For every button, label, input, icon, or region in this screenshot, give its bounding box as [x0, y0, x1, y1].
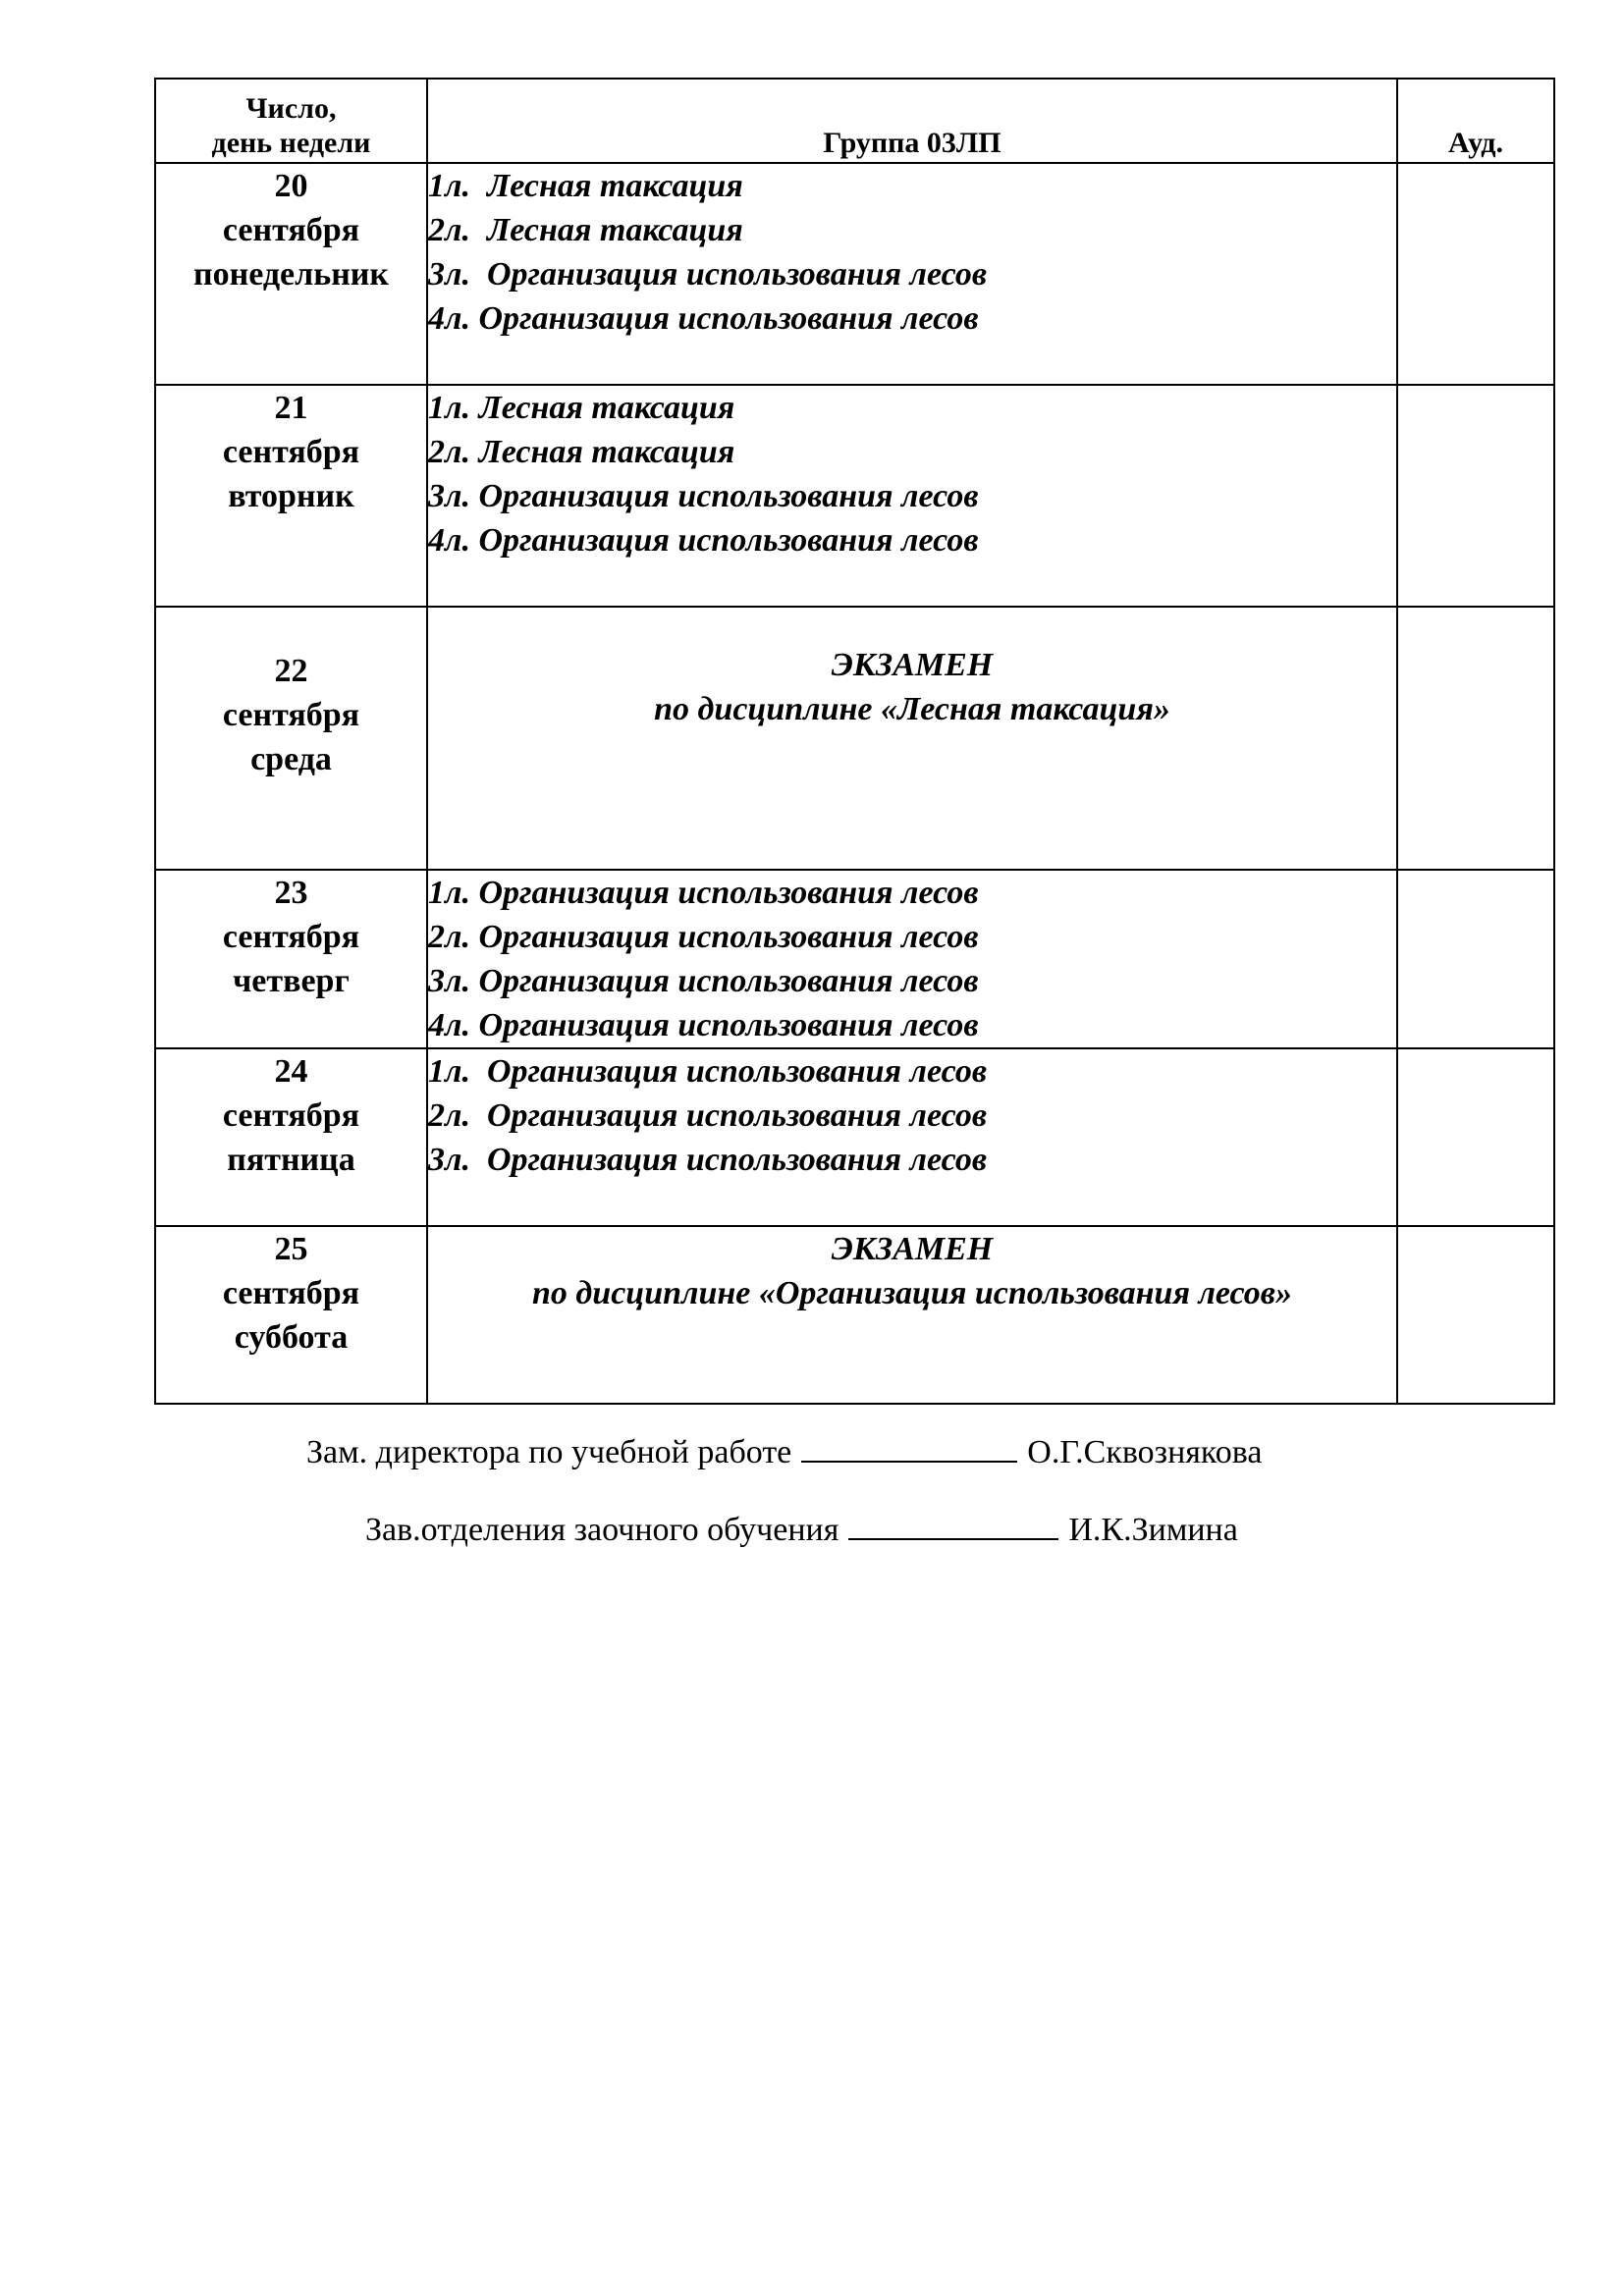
table-row: [155, 1226, 1554, 1404]
deputy-label: Зам. директора по учебной работе: [306, 1434, 792, 1470]
date-weekday: суббота: [234, 1319, 349, 1356]
lesson-item: 3л. Организация использования лесов: [428, 1142, 988, 1178]
date-cell: [155, 1226, 427, 1404]
date-weekday: пятница: [227, 1142, 355, 1178]
exam-subject: по дисциплине «Организация использования лесов»: [532, 1275, 1292, 1311]
date-month: сентября: [222, 919, 360, 955]
aud-cell: [1397, 870, 1554, 1048]
header-date: [155, 79, 427, 163]
header-date-line1: Число,: [245, 92, 337, 125]
header-aud: Ауд.: [1397, 79, 1554, 163]
exam-cell: [427, 1226, 1397, 1404]
date-weekday: вторник: [228, 478, 354, 514]
date-cell: [155, 1048, 427, 1226]
table-row: [155, 607, 1554, 870]
exam-title: ЭКЗАМЕН: [831, 1231, 994, 1267]
lesson-item: 3л. Организация использования лесов: [428, 963, 979, 999]
head-label: Зав.отделения заочного обучения: [365, 1512, 839, 1548]
date-month: сентября: [222, 212, 360, 248]
lessons-cell: [427, 385, 1397, 607]
lesson-item: 2л. Лесная таксация: [428, 434, 735, 470]
exam-cell: [427, 607, 1397, 870]
date-weekday: понедельник: [193, 256, 389, 293]
exam-subject: по дисциплине «Лесная таксация»: [654, 691, 1170, 727]
lesson-item: 1л. Организация использования лесов: [428, 875, 979, 911]
lesson-item: 4л. Организация использования лесов: [428, 522, 979, 559]
date-month: сентября: [222, 434, 360, 470]
lesson-item: 3л. Организация использования лесов: [428, 478, 979, 514]
aud-cell: [1397, 1226, 1554, 1404]
lessons-cell: [427, 870, 1397, 1048]
lesson-item: 4л. Организация использования лесов: [428, 1007, 979, 1043]
schedule-table: [154, 78, 1555, 1405]
date-month: сентября: [222, 697, 360, 733]
table-header-row: [155, 79, 1554, 163]
lesson-item: 1л. Лесная таксация: [428, 168, 743, 204]
lesson-item: 2л. Организация использования лесов: [428, 919, 979, 955]
signature-line: [848, 1509, 1058, 1540]
lessons-cell: [427, 163, 1397, 385]
header-date-line2: день недели: [211, 127, 371, 159]
aud-cell: [1397, 607, 1554, 870]
table-row: [155, 385, 1554, 607]
lesson-item: 2л. Лесная таксация: [428, 212, 743, 248]
date-weekday: среда: [250, 741, 332, 777]
lesson-item: 4л. Организация использования лесов: [428, 300, 979, 337]
date-day: 23: [274, 875, 308, 911]
date-month: сентября: [222, 1097, 360, 1134]
date-cell: [155, 607, 427, 870]
table-row: [155, 163, 1554, 385]
date-cell: [155, 163, 427, 385]
lessons-cell: [427, 1048, 1397, 1226]
exam-title: ЭКЗАМЕН: [831, 647, 994, 683]
date-day: 25: [274, 1231, 308, 1267]
date-weekday: четверг: [233, 963, 350, 999]
signature-line: [801, 1431, 1017, 1463]
signature-deputy-director: [0, 1431, 1623, 1472]
lesson-item: 1л. Лесная таксация: [428, 390, 735, 426]
date-month: сентября: [222, 1275, 360, 1311]
aud-cell: [1397, 1048, 1554, 1226]
head-name: И.К.Зимина: [1068, 1512, 1238, 1548]
table-row: [155, 870, 1554, 1048]
aud-cell: [1397, 163, 1554, 385]
lesson-item: 1л. Организация использования лесов: [428, 1053, 988, 1090]
date-day: 21: [274, 390, 308, 426]
table-row: [155, 1048, 1554, 1226]
date-cell: [155, 385, 427, 607]
signature-department-head: [0, 1509, 1623, 1550]
lesson-item: 2л. Организация использования лесов: [428, 1097, 988, 1134]
date-day: 20: [274, 168, 308, 204]
lesson-item: 3л. Организация использования лесов: [428, 256, 988, 293]
deputy-name: О.Г.Сквознякова: [1027, 1434, 1263, 1470]
aud-cell: [1397, 385, 1554, 607]
date-day: 22: [274, 653, 308, 689]
header-group: Группа 03ЛП: [427, 79, 1397, 163]
date-cell: [155, 870, 427, 1048]
date-day: 24: [274, 1053, 308, 1090]
